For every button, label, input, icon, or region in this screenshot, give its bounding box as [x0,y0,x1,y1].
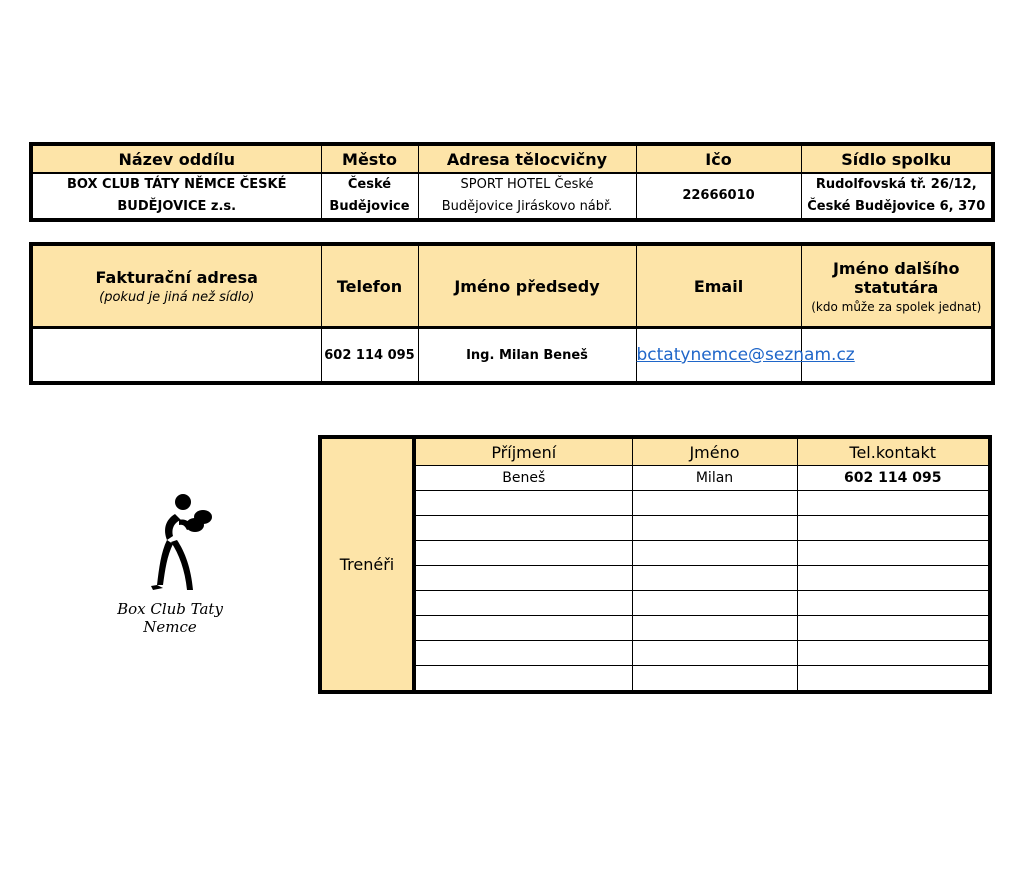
phone-contact-cell [797,666,990,693]
surname-cell [414,616,632,641]
firstname-cell [632,541,797,566]
statutory-header [801,244,993,328]
city-cell [321,173,418,220]
city-value: České Budějovice [329,177,410,214]
phone-value: 602 114 095 [321,328,418,384]
firstname-cell: Milan [632,466,797,491]
seat-cell [801,173,993,220]
phone-contact-cell [797,591,990,616]
chair-value: Ing. Milan Beneš [418,328,636,384]
surname-cell [414,566,632,591]
phone-contact-cell [797,616,990,641]
gym-address-cell [418,173,636,220]
city-header: Město [321,144,418,173]
club-logo [95,490,245,636]
table-row [320,591,990,616]
club-info-table [29,142,995,222]
surname-cell [414,516,632,541]
gym-address-value: SPORT HOTEL České Budějovice Jiráskovo nábř. [441,177,613,214]
firstname-header: Jméno [632,437,797,466]
table-row [320,516,990,541]
table-row [320,641,990,666]
billing-note: (pokud je jiná než sídlo) [99,289,255,305]
ico-header: Ičo [636,144,801,173]
statutory-label: Jméno dalšího statutára [832,258,960,297]
statutory-note: (kdo může za spolek jednat) [811,299,982,314]
surname-cell [414,591,632,616]
email-link[interactable]: bctatynemce@seznam.cz [636,345,855,365]
firstname-cell [632,491,797,516]
firstname-cell [632,616,797,641]
surname-header: Příjmení [414,437,632,466]
phone-contact-cell [797,491,990,516]
table-row [320,566,990,591]
surname-cell [414,491,632,516]
club-name-cell [31,173,321,220]
phone-contact-header: Tel.kontakt [797,437,990,466]
firstname-cell [632,591,797,616]
trainers-side-label: Trenéři [320,437,414,692]
seat-header: Sídlo spolku [801,144,993,173]
club-name-value: BOX CLUB TÁTY NĚMCE ČESKÉ BUDĚJOVICE z.s. [67,177,287,214]
firstname-cell [632,566,797,591]
billing-value [31,328,321,384]
email-header: Email [636,244,801,328]
boxer-icon [95,490,245,600]
phone-contact-cell: 602 114 095 [797,466,990,491]
firstname-cell [632,516,797,541]
billing-header [31,244,321,328]
table-row [320,491,990,516]
table-row [320,466,990,491]
surname-cell: Beneš [414,466,632,491]
logo-text: Box Club Taty Nemce [117,600,223,636]
surname-cell [414,666,632,693]
firstname-cell [632,641,797,666]
ico-value: 22666010 [636,173,801,220]
club-name-header: Název oddílu [31,144,321,173]
phone-contact-cell [797,541,990,566]
seat-value: Rudolfovská tř. 26/12, České Budějovice 6, 370 [807,177,986,214]
phone-header: Telefon [321,244,418,328]
surname-cell [414,641,632,666]
email-cell [636,328,855,384]
trainers-table [318,435,992,694]
table-row [320,616,990,641]
billing-label: Fakturační adresa [95,267,258,287]
phone-contact-cell [797,516,990,541]
surname-cell [414,541,632,566]
table-row [320,666,990,693]
gym-address-header: Adresa tělocvičny [418,144,636,173]
firstname-cell [632,666,797,693]
phone-contact-cell [797,566,990,591]
chair-header: Jméno předsedy [418,244,636,328]
phone-contact-cell [797,641,990,666]
table-row [320,541,990,566]
contact-table [29,242,995,385]
